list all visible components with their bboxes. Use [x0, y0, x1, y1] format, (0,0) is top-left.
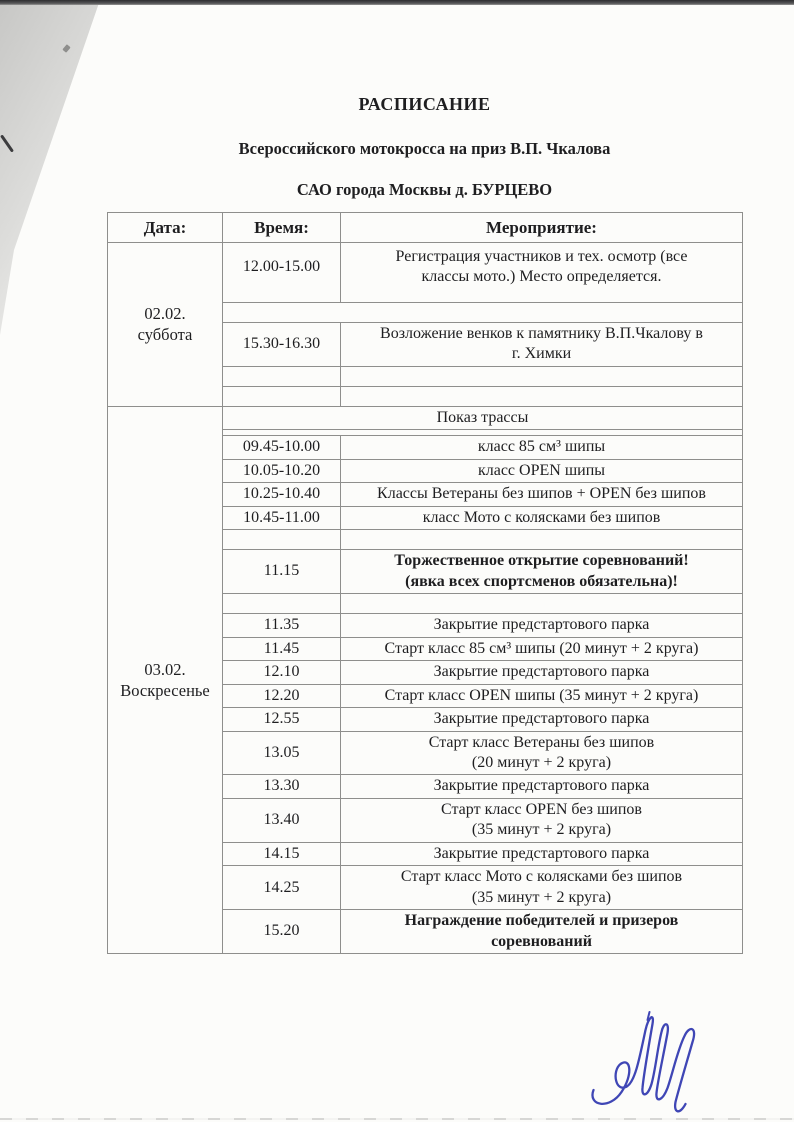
event-cell: [341, 866, 743, 910]
event-text-line: класс Мото с колясками без шипов: [422, 508, 661, 526]
date-line: 02.02.: [144, 304, 186, 324]
event-text-line: Награждение победителей и призеров: [404, 912, 679, 930]
header-time: Время:: [223, 213, 341, 243]
event-text-line: Классы Ветераны без шипов + OPEN без шипов: [377, 485, 706, 503]
time-cell: 13.40: [223, 798, 341, 842]
event-cell: [341, 775, 743, 798]
time-cell: 11.45: [223, 637, 341, 660]
time-cell: 12.20: [223, 684, 341, 707]
event-cell: [341, 637, 743, 660]
event-text-line: (20 минут + 2 круга): [471, 753, 612, 771]
schedule-body: [108, 243, 743, 954]
table-row: [108, 243, 743, 303]
event-cell: [341, 243, 743, 303]
event-cell: [341, 506, 743, 529]
spacer-span-cell: [223, 302, 743, 322]
time-cell: 10.25-10.40: [223, 483, 341, 506]
spacer-cell: [341, 594, 743, 614]
event-cell: [341, 483, 743, 506]
time-cell: 11.15: [223, 550, 341, 594]
event-text-line: Закрытие предстартового парка: [433, 616, 650, 634]
event-cell: [341, 459, 743, 482]
event-span-cell: [223, 406, 743, 429]
time-cell: 12.55: [223, 708, 341, 731]
event-text-line: Закрытие предстартового парка: [433, 777, 650, 795]
event-text-line: Старт класс OPEN без шипов: [441, 800, 642, 818]
event-cell: [341, 684, 743, 707]
time-cell: 11.35: [223, 614, 341, 637]
event-text-line: Возложение венков к памятнику В.П.Чкалову в: [380, 324, 703, 342]
event-text-line: Торжественное открытие соревнований!: [394, 552, 689, 570]
table-row: [108, 406, 743, 429]
date-line: 03.02.: [144, 659, 186, 679]
schedule-table-wrapper: [107, 212, 742, 954]
document-headings: [107, 94, 742, 221]
event-cell: [341, 550, 743, 594]
event-text-line: Старт класс OPEN шипы (35 минут + 2 круга): [384, 686, 699, 704]
time-cell: 14.25: [223, 866, 341, 910]
event-text-line: Старт класс Ветераны без шипов: [428, 733, 655, 751]
document-subtitle-1: Всероссийского мотокросса на приз В.П. Чкалова: [238, 139, 611, 158]
header-event: Мероприятие:: [341, 213, 743, 243]
event-text-line: (явка всех спортсменов обязательна)!: [405, 572, 678, 590]
event-cell: [341, 661, 743, 684]
event-text-line: Закрытие предстартового парка: [433, 710, 650, 728]
time-cell: 15.30-16.30: [223, 322, 341, 366]
event-cell: [341, 436, 743, 459]
event-text-line: классы мото.) Место определяется.: [421, 268, 662, 286]
spacer-cell: [223, 366, 341, 386]
event-text-line: Закрытие предстартового парка: [433, 663, 650, 681]
event-cell: [341, 322, 743, 366]
event-text-line: класс 85 см³ шипы: [477, 438, 606, 456]
time-cell: 10.45-11.00: [223, 506, 341, 529]
event-text-line: Закрытие предстартового парка: [433, 844, 650, 862]
event-cell: [341, 731, 743, 775]
time-cell: 12.00-15.00: [223, 243, 341, 303]
spacer-cell: [341, 366, 743, 386]
event-text-line: Старт класс 85 см³ шипы (20 минут + 2 круга): [384, 639, 699, 657]
time-cell: 12.10: [223, 661, 341, 684]
time-cell: 10.05-10.20: [223, 459, 341, 482]
event-text-line: Старт класс Мото с колясками без шипов: [400, 868, 683, 886]
date-cell: [108, 406, 223, 953]
event-cell: [341, 708, 743, 731]
event-cell: [341, 910, 743, 954]
time-cell: 13.05: [223, 731, 341, 775]
event-text-line: г. Химки: [511, 345, 572, 363]
time-cell: 14.15: [223, 842, 341, 865]
event-text-line: (35 минут + 2 круга): [471, 821, 612, 839]
spacer-cell: [223, 594, 341, 614]
event-cell: [341, 842, 743, 865]
table-header-row: [108, 213, 743, 243]
date-cell: [108, 243, 223, 407]
scan-corner-shadow: [0, 0, 112, 335]
time-cell: 13.30: [223, 775, 341, 798]
scan-top-edge: [0, 0, 794, 5]
event-text-line: Показ трассы: [436, 408, 529, 426]
signature: [583, 998, 718, 1118]
spacer-cell: [223, 386, 341, 406]
time-cell: 15.20: [223, 910, 341, 954]
event-cell: [341, 798, 743, 842]
date-line: Воскресенье: [120, 681, 210, 701]
scan-bottom-edge: [0, 1118, 794, 1120]
header-date: Дата:: [108, 213, 223, 243]
schedule-table: [107, 212, 743, 954]
event-text-line: (35 минут + 2 круга): [471, 888, 612, 906]
spacer-cell: [341, 386, 743, 406]
event-text-line: класс OPEN шипы: [477, 461, 606, 479]
event-cell: [341, 614, 743, 637]
event-text-line: соревнований: [491, 932, 592, 950]
time-cell: 09.45-10.00: [223, 436, 341, 459]
spacer-cell: [223, 530, 341, 550]
date-line: суббота: [137, 325, 193, 345]
event-text-line: Регистрация участников и тех. осмотр (все: [395, 248, 688, 265]
document-subtitle-2: САО города Москвы д. БУРЦЕВО: [296, 180, 553, 199]
page-title: РАСПИСАНИЕ: [358, 94, 491, 114]
spacer-cell: [341, 530, 743, 550]
